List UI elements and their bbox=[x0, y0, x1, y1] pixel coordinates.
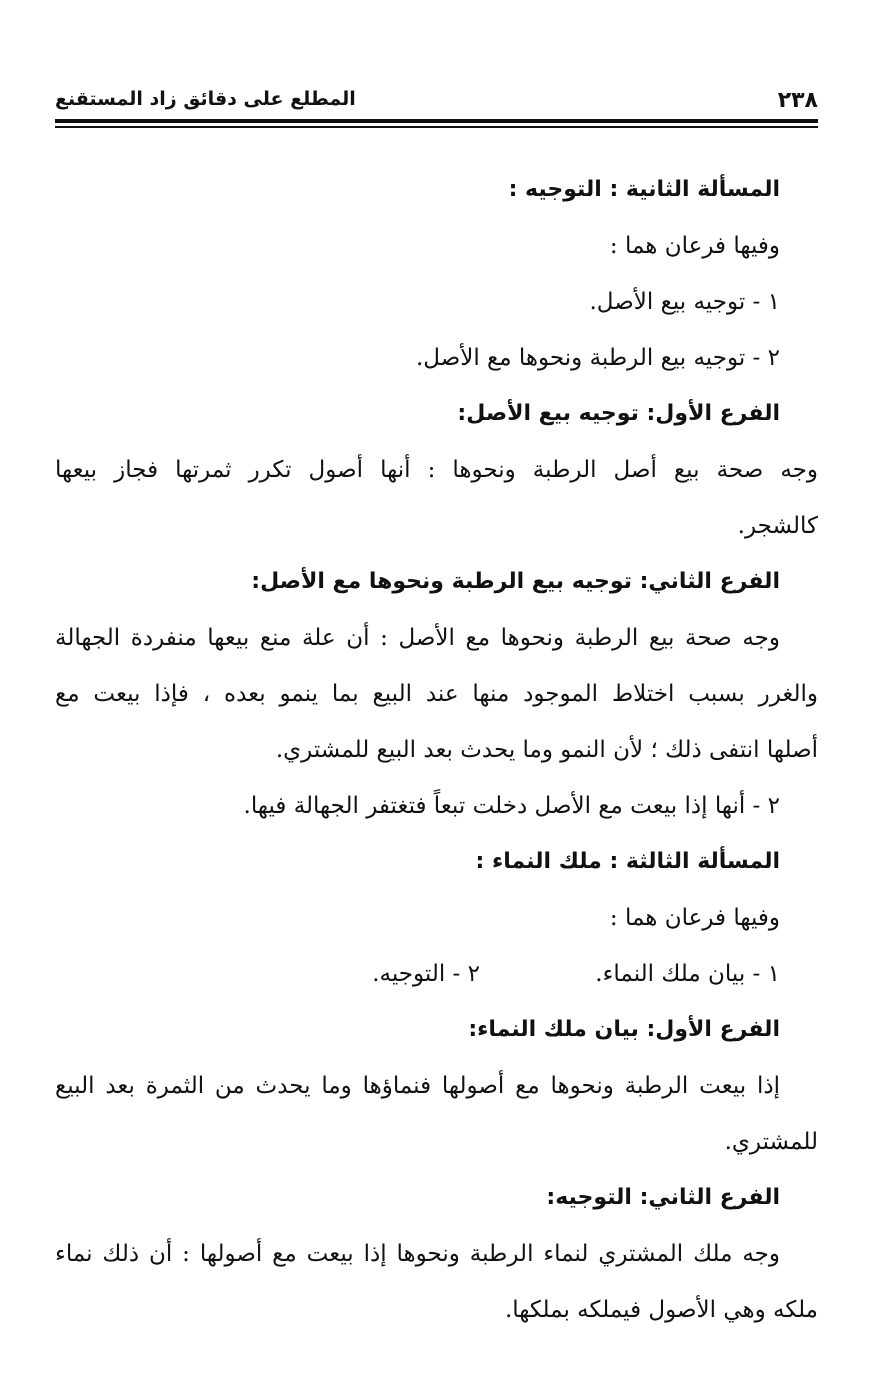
header-rule-thin bbox=[55, 126, 818, 128]
paragraph-line: ملكه وهي الأصول فيملكه بملكها. bbox=[504, 1297, 818, 1323]
paragraph-line: للمشتري. bbox=[724, 1129, 818, 1155]
page-body bbox=[55, 162, 818, 1338]
paragraph-line: أصلها انتفى ذلك ؛ لأن النمو وما يحدث بعد البيع للمشتري. bbox=[275, 737, 818, 763]
paragraph-line: والغرر بسبب اختلاط الموجود منها عند البيع بما ينمو بعده ، فإذا بيعت مع bbox=[55, 681, 818, 707]
paragraph-line: وجه صحة بيع أصل الرطبة ونحوها : أنها أصول تكرر ثمرتها فجاز بيعها bbox=[55, 457, 818, 483]
text-line: وفيها فرعان هما : bbox=[609, 905, 780, 931]
running-head bbox=[55, 84, 818, 118]
subsection-heading: الفرع الأول: توجيه بيع الأصل: bbox=[457, 401, 780, 426]
book-title: المطلع على دقائق زاد المستقنع bbox=[55, 88, 356, 110]
list-item: ٢ - أنها إذا بيعت مع الأصل دخلت تبعاً فتغتفر الجهالة فيها. bbox=[243, 793, 780, 819]
list-item: ٢ - توجيه بيع الرطبة ونحوها مع الأصل. bbox=[415, 345, 780, 371]
paragraph-line: إذا بيعت الرطبة ونحوها مع أصولها فنماؤها وما يحدث من الثمرة بعد البيع bbox=[55, 1073, 780, 1099]
header-rule-thick bbox=[55, 119, 818, 123]
paragraph-line: وجه صحة بيع الرطبة ونحوها مع الأصل : أن علة منع بيعها منفردة الجهالة bbox=[55, 625, 780, 651]
section-heading: المسألة الثالثة : ملك النماء : bbox=[475, 849, 780, 874]
list-item: ١ - توجيه بيع الأصل. bbox=[589, 289, 780, 315]
list-item: ١ - بيان ملك النماء. bbox=[595, 961, 780, 987]
paragraph-line: وجه ملك المشتري لنماء الرطبة ونحوها إذا بيعت مع أصولها : أن ذلك نماء bbox=[55, 1241, 780, 1267]
subsection-heading: الفرع الأول: بيان ملك النماء: bbox=[468, 1017, 780, 1042]
subsection-heading: الفرع الثاني: توجيه بيع الرطبة ونحوها مع الأصل: bbox=[251, 569, 780, 594]
page-number: ٢٣٨ bbox=[777, 88, 818, 113]
subsection-heading: الفرع الثاني: التوجيه: bbox=[546, 1185, 780, 1210]
paragraph-line: كالشجر. bbox=[737, 513, 818, 539]
list-row bbox=[55, 946, 818, 1002]
text-line: وفيها فرعان هما : bbox=[609, 233, 780, 259]
list-item: ٢ - التوجيه. bbox=[372, 961, 480, 987]
section-heading: المسألة الثانية : التوجيه : bbox=[508, 177, 780, 202]
